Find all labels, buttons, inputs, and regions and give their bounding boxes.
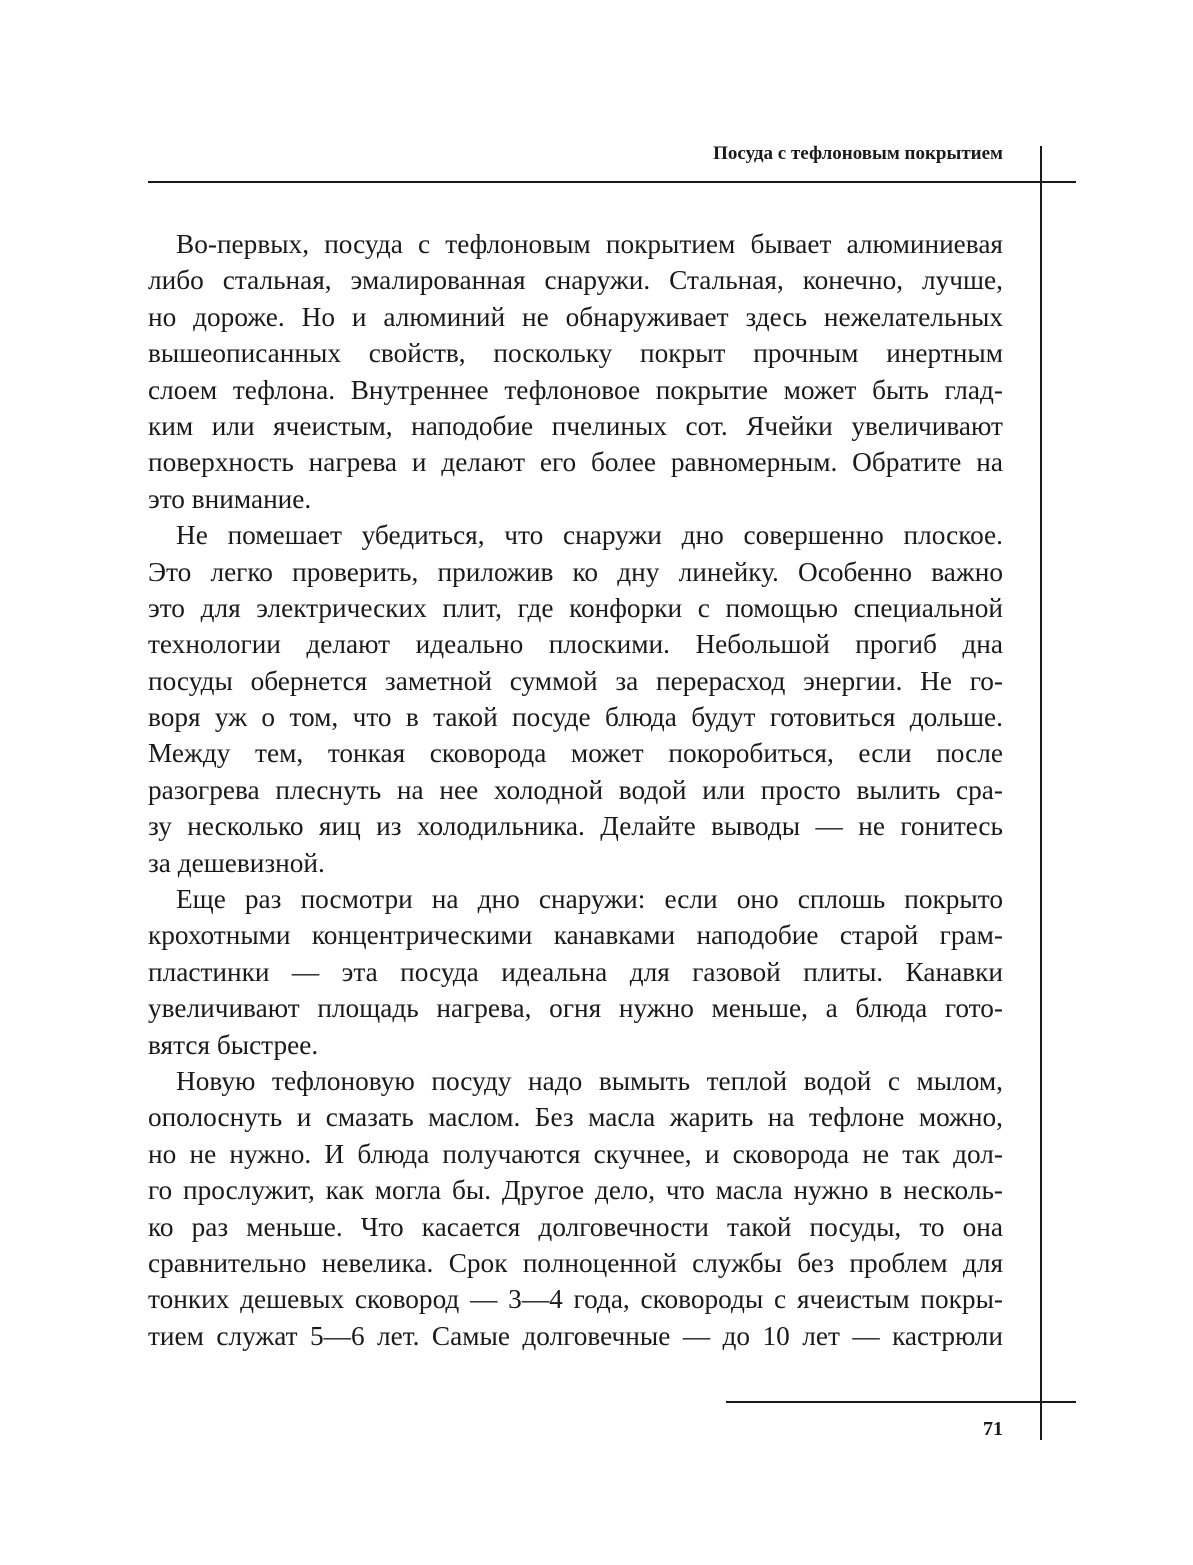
text-line: технологии делают идеально плоскими. Небольшой прогиб дна — [148, 629, 1003, 660]
body-text — [148, 226, 1003, 1354]
text-line: Во-первых, посуда с тефлоновым покрытием бывает алюминиевая — [176, 229, 1003, 259]
text-line: но не нужно. И блюда получаются скучнее, и сковорода не так дол- — [148, 1138, 1003, 1169]
text-line: либо стальная, эмалированная снаружи. Стальная, конечно, лучше, — [148, 265, 1003, 296]
paragraph-3 — [148, 881, 1003, 1063]
text-line: ополоснуть и смазать маслом. Без масла жарить на тефлоне можно, — [148, 1102, 1003, 1133]
header-rule — [148, 181, 1076, 183]
text-line: тием служат 5—6 лет. Самые долговечные — до 10 лет — кастрюли — [148, 1320, 1003, 1351]
text-line: воря уж о том, что в такой посуде блюда будут готовиться дольше. — [148, 702, 1003, 733]
text-line: слоем тефлона. Внутреннее тефлоновое покрытие может быть глад- — [148, 374, 1003, 405]
text-line: посуды обернется заметной суммой за перерасход энергии. Не го- — [148, 665, 1003, 696]
paragraph-2 — [148, 517, 1003, 881]
text-line: крохотными концентрическими канавками наподобие старой грам- — [148, 920, 1003, 951]
text-line: вышеописанных свойств, поскольку покрыт прочным инертным — [148, 338, 1003, 369]
text-line: пластинки — эта посуда идеальна для газовой плиты. Канавки — [148, 956, 1003, 987]
text-line: за дешевизной. — [148, 847, 325, 878]
text-line: тонких дешевых сковород — 3—4 года, сковороды с ячеистым покры- — [148, 1284, 1003, 1315]
text-line: разогрева плеснуть на нее холодной водой или просто вылить сра- — [148, 774, 1003, 805]
text-line: Еще раз посмотри на дно снаружи: если оно сплошь покрыто — [176, 884, 1003, 915]
text-line: ко раз меньше. Что касается долговечности такой посуды, то она — [148, 1211, 1003, 1242]
text-line: вятся быстрее. — [148, 1029, 319, 1060]
margin-vertical-rule — [1040, 146, 1042, 1440]
text-line: Между тем, тонкая сковорода может покоробиться, если после — [148, 738, 1003, 769]
text-line: ким или ячеистым, наподобие пчелиных сот. Ячейки увеличивают — [148, 410, 1003, 441]
text-line: Новую тефлоновую посуду надо вымыть теплой водой с мылом, — [176, 1065, 1003, 1096]
text-line: зу несколько яиц из холодильника. Делайте выводы — не гонитесь — [148, 811, 1003, 842]
text-line: Не помешает убедиться, что снаружи дно совершенно плоское. — [176, 520, 1003, 551]
paragraph-1 — [148, 226, 1003, 517]
text-line: это для электрических плит, где конфорки с помощью специальной — [148, 592, 1003, 623]
text-line: Это легко проверить, приложив ко дну линейку. Особенно важно — [148, 556, 1003, 587]
paragraph-4 — [148, 1063, 1003, 1354]
text-line: это внимание. — [148, 483, 312, 514]
text-line: поверхность нагрева и делают его более равномерным. Обратите на — [148, 447, 1003, 478]
text-line: го прослужит, как могла бы. Другое дело, что масла нужно в несколь- — [148, 1175, 1003, 1206]
text-line: сравнительно невелика. Срок полноценной службы без проблем для — [148, 1247, 1003, 1278]
page-number: 71 — [983, 1418, 1003, 1440]
footer-rule — [726, 1401, 1076, 1403]
text-line: увеличивают площадь нагрева, огня нужно меньше, а блюда гото- — [148, 993, 1003, 1024]
running-title: Посуда с тефлоновым покрытием — [713, 143, 1003, 164]
text-line: но дороже. Но и алюминий не обнаруживает здесь нежелательных — [148, 301, 1003, 332]
